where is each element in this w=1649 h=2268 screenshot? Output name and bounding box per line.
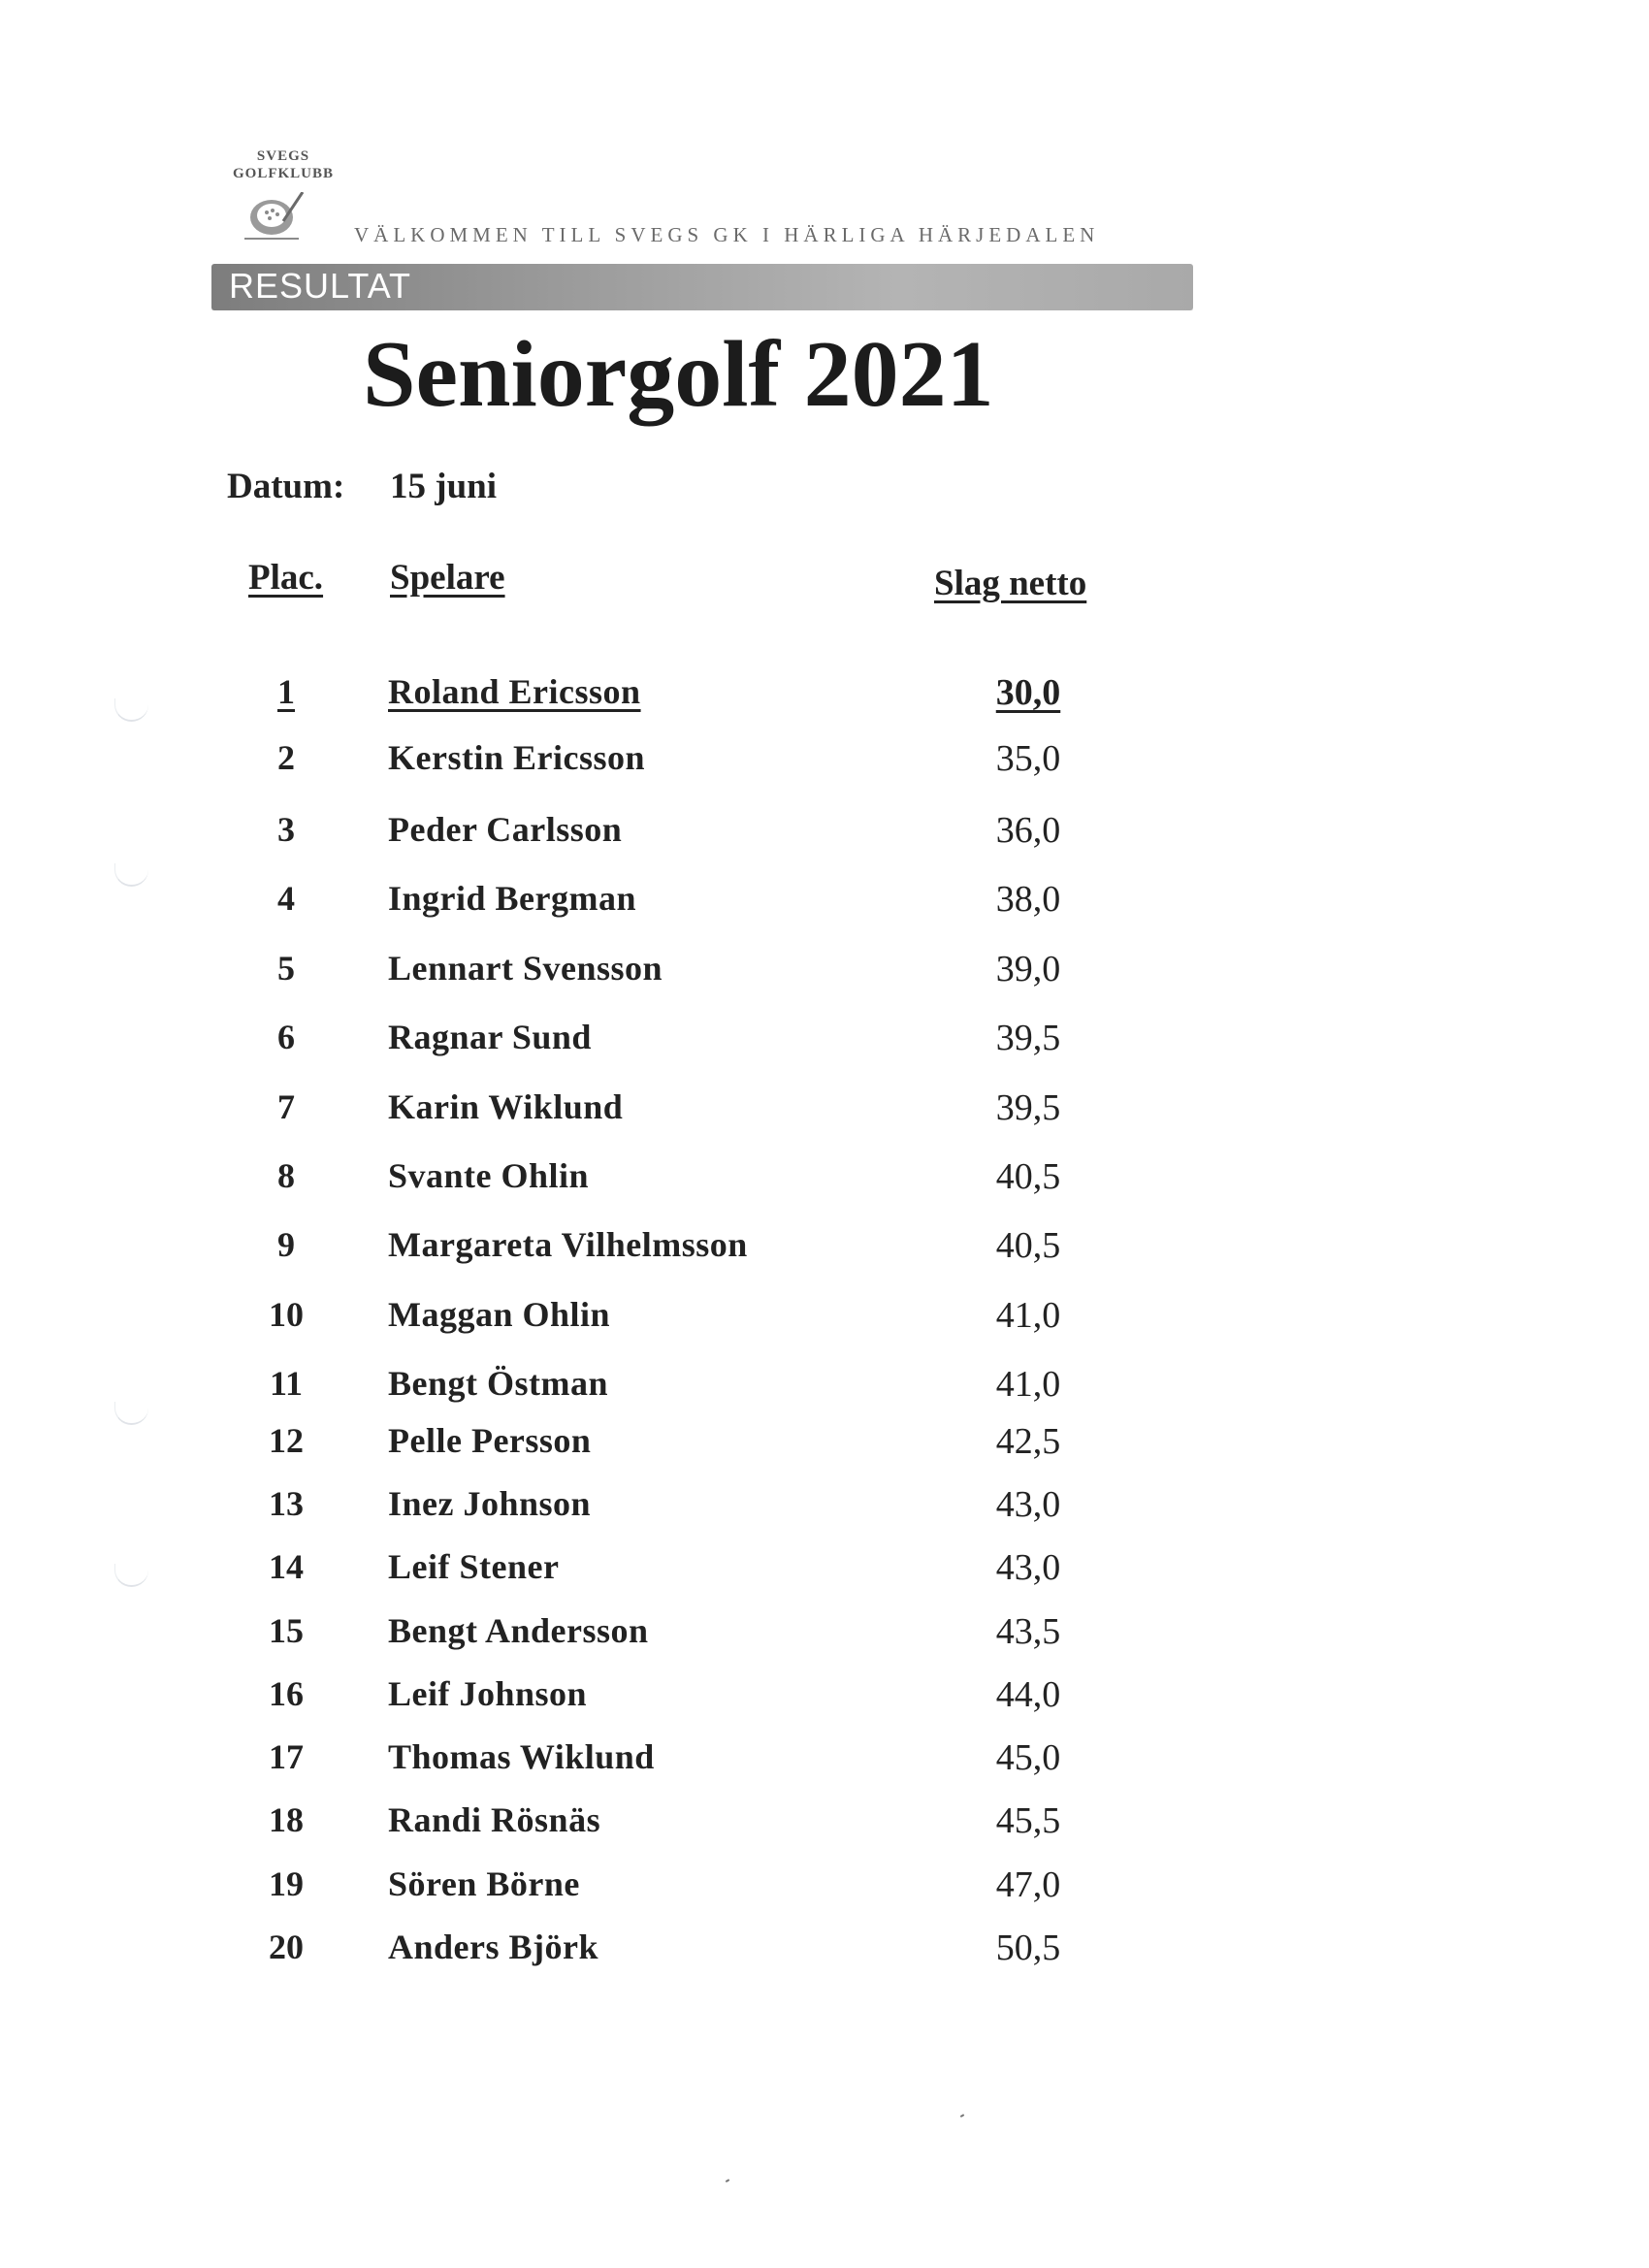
player-name: Peder Carlsson <box>388 810 623 849</box>
table-row <box>0 809 1649 858</box>
net-score: 43,0 <box>995 1484 1061 1525</box>
banner-slogan: VÄLKOMMEN TILL SVEGS GK I HÄRLIGA HÄRJEDALEN <box>354 223 1100 246</box>
net-score: 40,5 <box>995 1225 1061 1266</box>
table-row <box>0 1799 1649 1848</box>
player-name: Thomas Wiklund <box>388 1737 655 1776</box>
player-name: Svante Ohlin <box>388 1156 590 1195</box>
table-row <box>0 948 1649 996</box>
placement: 12 <box>269 1421 304 1460</box>
table-row <box>0 1927 1649 1975</box>
net-score: 43,5 <box>995 1611 1061 1652</box>
banner-label: RESULTAT <box>229 266 412 306</box>
placement: 7 <box>277 1087 295 1126</box>
table-row <box>0 1673 1649 1722</box>
placement: 17 <box>269 1737 304 1776</box>
column-header-plac: Plac. <box>248 558 324 598</box>
net-score: 42,5 <box>995 1421 1061 1462</box>
net-score: 41,0 <box>995 1295 1061 1336</box>
player-name: Karin Wiklund <box>388 1087 624 1126</box>
net-score: 40,5 <box>995 1156 1061 1197</box>
player-name: Maggan Ohlin <box>388 1295 611 1334</box>
table-row <box>0 1086 1649 1135</box>
placement: 19 <box>269 1864 304 1903</box>
placement: 15 <box>269 1611 304 1650</box>
table-row <box>0 1363 1649 1411</box>
net-score: 44,0 <box>995 1674 1061 1715</box>
table-row <box>0 671 1649 720</box>
net-score: 39,5 <box>995 1087 1061 1128</box>
placement: 11 <box>269 1364 303 1403</box>
net-score: 41,0 <box>995 1364 1061 1405</box>
player-name: Bengt Östman <box>388 1364 609 1403</box>
table-row <box>0 1017 1649 1065</box>
placement: 16 <box>269 1674 304 1713</box>
logo-line-1: SVEGS <box>256 148 310 164</box>
player-name: Ragnar Sund <box>388 1018 592 1056</box>
table-row <box>0 1155 1649 1204</box>
net-score: 43,0 <box>995 1547 1061 1588</box>
placement: 20 <box>269 1928 304 1966</box>
placement: 18 <box>269 1800 304 1839</box>
placement: 13 <box>269 1484 304 1523</box>
placement: 5 <box>277 949 295 988</box>
column-header-spelare: Spelare <box>390 558 505 598</box>
player-name: Inez Johnson <box>388 1484 592 1523</box>
net-score: 38,0 <box>995 879 1061 920</box>
player-name: Randi Rösnäs <box>388 1800 601 1839</box>
table-row <box>0 737 1649 786</box>
table-row <box>0 878 1649 926</box>
placement: 3 <box>277 810 295 849</box>
net-score: 39,5 <box>995 1018 1061 1058</box>
table-row <box>0 1736 1649 1785</box>
net-score: 36,0 <box>995 810 1061 851</box>
placement: 14 <box>269 1547 304 1586</box>
player-name: Anders Björk <box>388 1928 599 1966</box>
player-name: Roland Ericsson <box>388 672 641 711</box>
logo-line-2: GOLFKLUBB <box>233 166 335 181</box>
net-score: 47,0 <box>995 1864 1061 1905</box>
net-score: 30,0 <box>995 672 1061 713</box>
player-name: Leif Stener <box>388 1547 560 1586</box>
placement: 8 <box>277 1156 295 1195</box>
placement: 9 <box>277 1225 295 1264</box>
net-score: 50,5 <box>995 1928 1061 1968</box>
date-label: Datum: <box>227 467 345 506</box>
page-title: Seniorgolf 2021 <box>363 322 994 427</box>
table-row <box>0 1420 1649 1469</box>
table-row <box>0 1483 1649 1532</box>
placement: 4 <box>277 879 295 918</box>
table-row <box>0 1294 1649 1343</box>
player-name: Ingrid Bergman <box>388 879 637 918</box>
net-score: 45,0 <box>995 1737 1061 1778</box>
column-header-slag-netto: Slag netto <box>934 564 1087 603</box>
table-row <box>0 1224 1649 1273</box>
placement: 1 <box>277 672 295 711</box>
player-name: Lennart Svensson <box>388 949 663 988</box>
net-score: 35,0 <box>995 738 1061 779</box>
player-name: Margareta Vilhelmsson <box>388 1225 748 1264</box>
placement: 10 <box>269 1295 304 1334</box>
player-name: Bengt Andersson <box>388 1611 649 1650</box>
date-value: 15 juni <box>390 467 498 506</box>
player-name: Sören Börne <box>388 1864 580 1903</box>
net-score: 39,0 <box>995 949 1061 989</box>
placement: 2 <box>277 738 295 777</box>
placement: 6 <box>277 1018 295 1056</box>
table-row <box>0 1863 1649 1912</box>
net-score: 45,5 <box>995 1800 1061 1841</box>
player-name: Kerstin Ericsson <box>388 738 645 777</box>
player-name: Leif Johnson <box>388 1674 588 1713</box>
player-name: Pelle Persson <box>388 1421 592 1460</box>
table-row <box>0 1546 1649 1595</box>
table-row <box>0 1610 1649 1659</box>
